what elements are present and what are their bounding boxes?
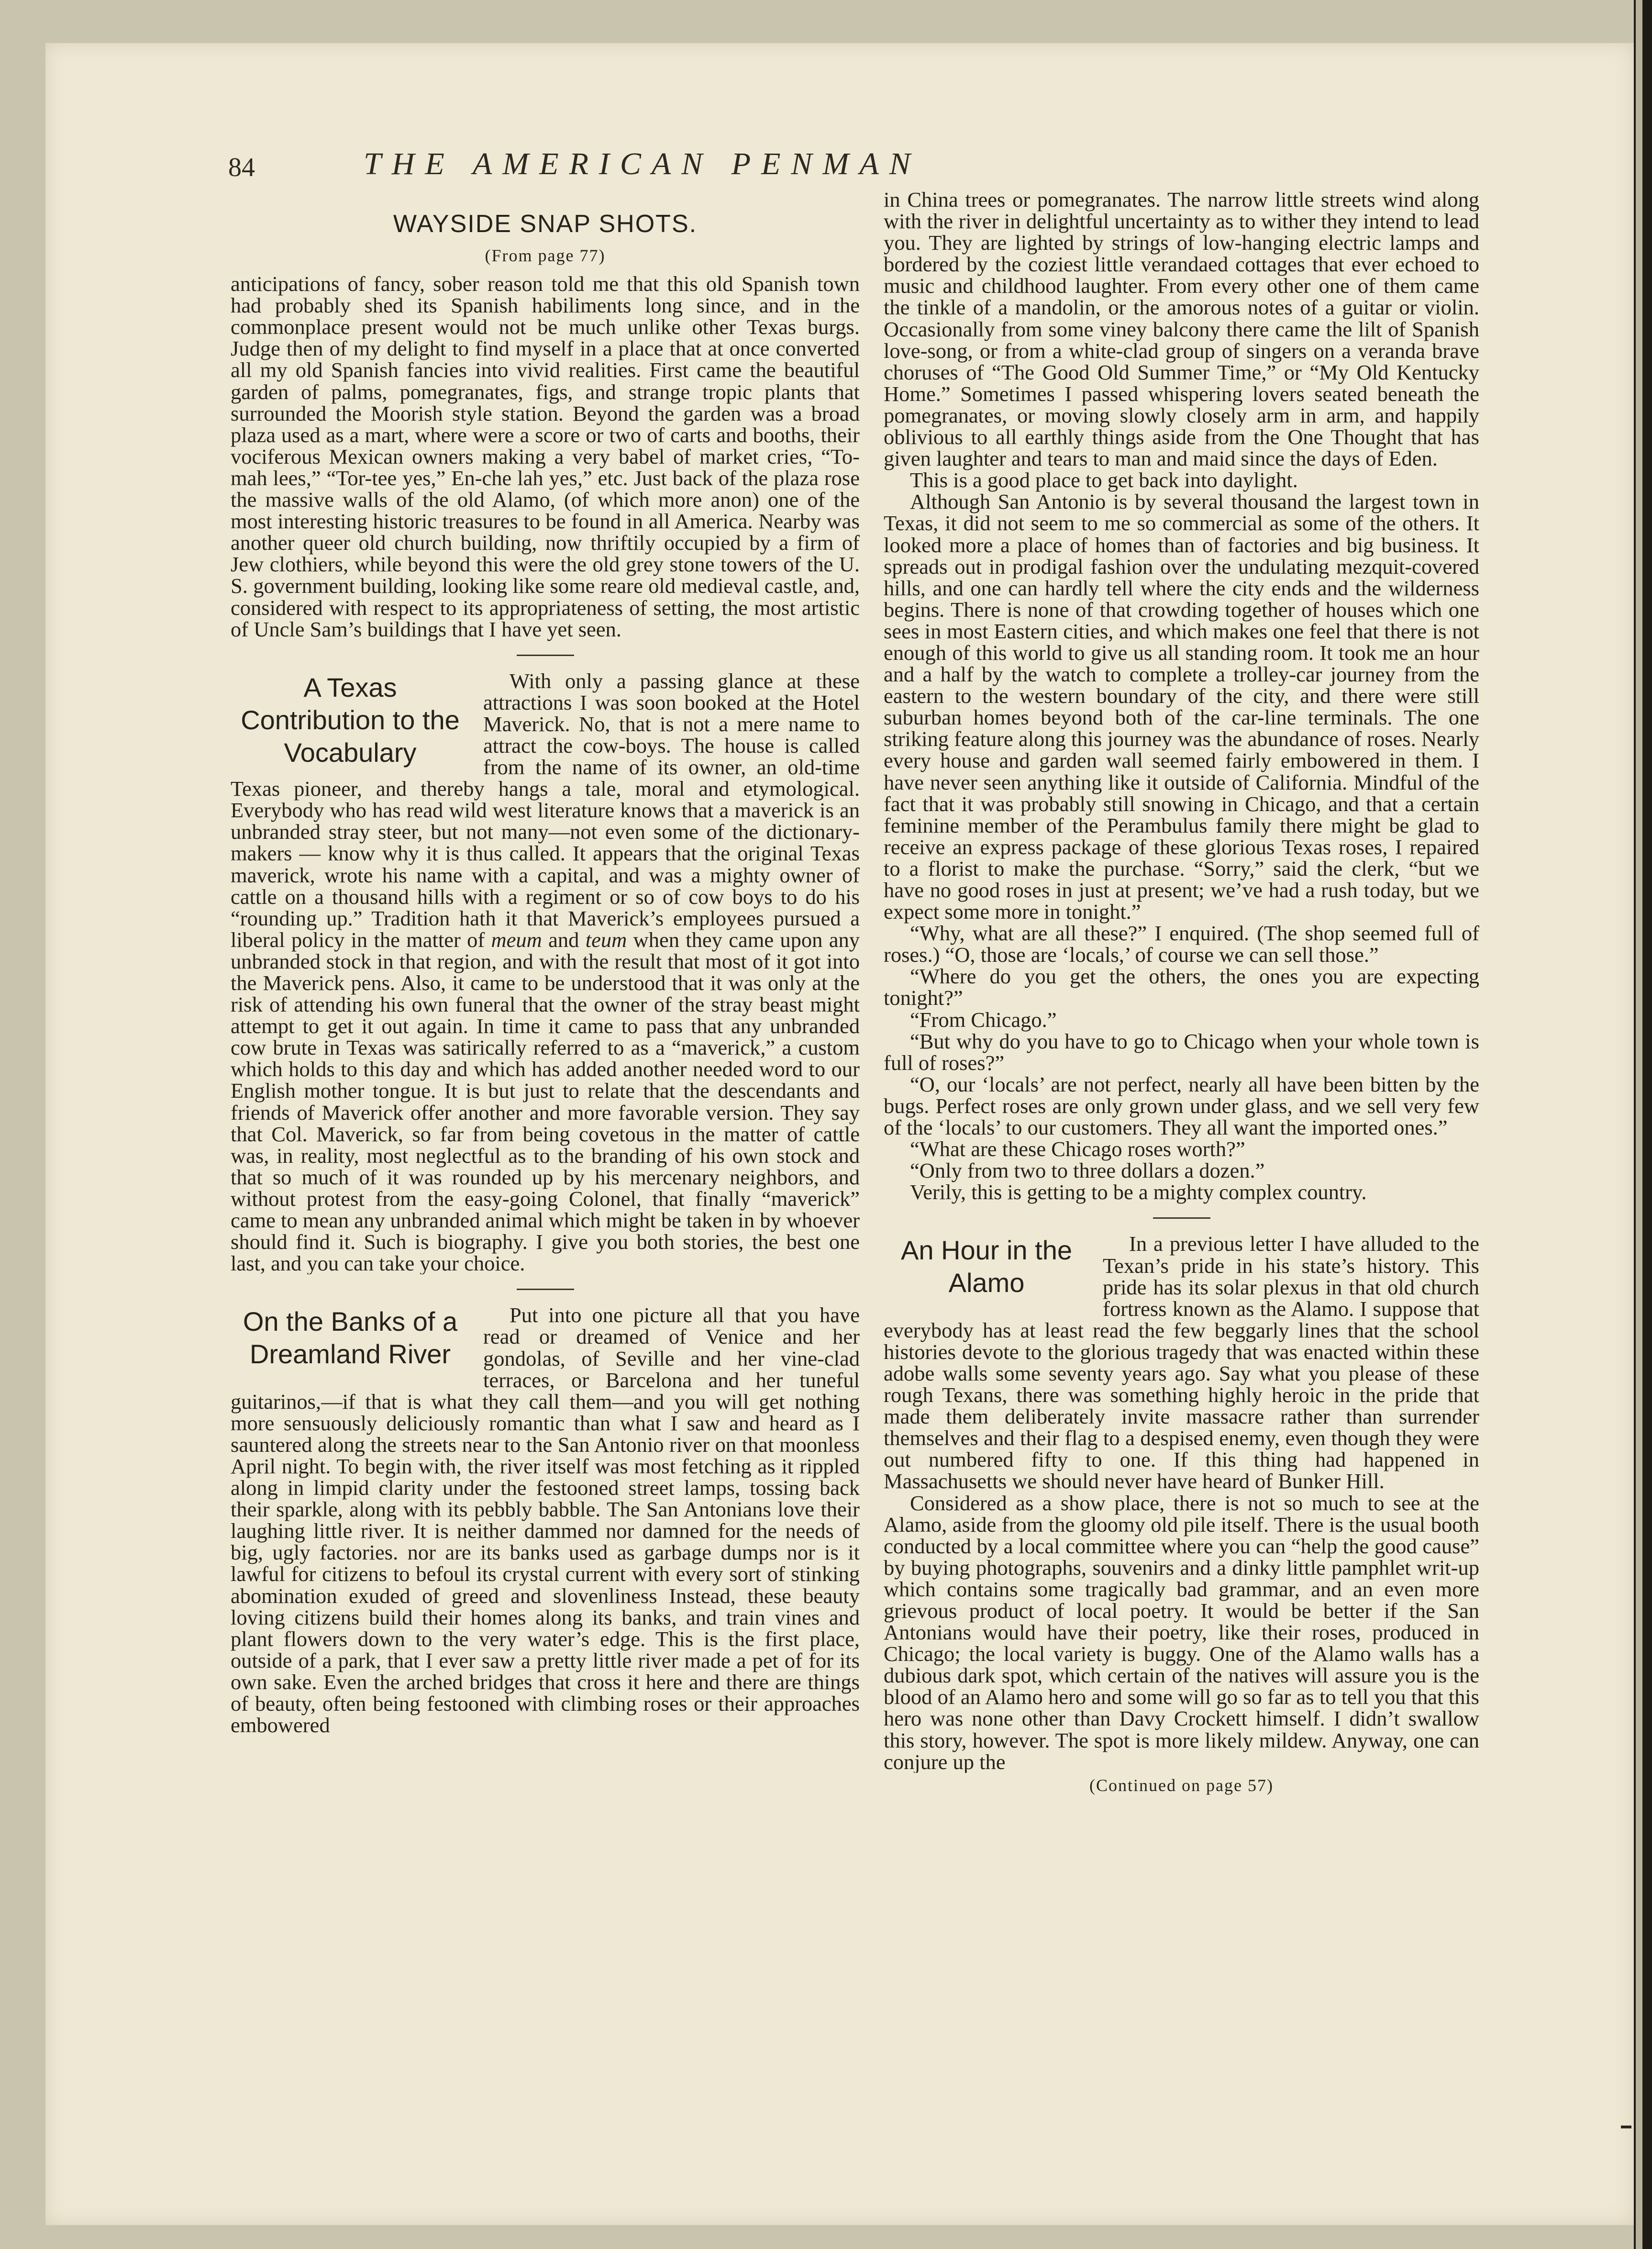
paragraph: “Why, what are all these?” I enquired. (The shop seemed full of roses.) “O, those are ‘locals,’ of course we can sell those.” bbox=[884, 921, 1479, 967]
section-divider bbox=[517, 655, 574, 656]
adjacent-page-edge bbox=[1634, 0, 1652, 2249]
right-column bbox=[884, 189, 1479, 1796]
section-texas-contribution bbox=[231, 670, 860, 1275]
article-title: WAYSIDE SNAP SHOTS. bbox=[393, 210, 698, 238]
continued-note: (Continued on page 57) bbox=[1089, 1775, 1274, 1795]
paragraph: Although San Antonio is by several thousand the largest town in Texas, it did not seem to me so commercial as some of the others. It looked more a place of homes than of factories and big business. It spreads out in prodigal fashion over the undulating mezquit-covered hills, and one can hardly tell where the city ends and the wilderness begins. There is none of that crowding together of houses which one sees in most Eastern cities, and which makes one feel that there is not enough of this world to give us all standing room. It took me an hour and a half by the watch to complete a trolley-car journey from the eastern to the western boundary of the city, and there were still suburban homes beyond both of the car-line terminals. The one striking feature along this journey was the abundance of roses. Nearly every house and garden wall seemed fairly embowered in them. I have never seen anything like it outside of California. Mindful of the fact that it was probably still snowing in Chicago, and that a certain feminine member of the Perambulus family there might be glad to receive an express package of these glorious Texas roses, I repaired to a florist to make the purchase. “Sorry,” said the clerk, “but we have no good roses in just at present; we’ve had a rush today, but we expect some more in tonight.” bbox=[884, 490, 1479, 924]
latin-word-meum: meum bbox=[491, 927, 542, 952]
left-column bbox=[231, 206, 860, 1736]
latin-word-teum: teum bbox=[585, 927, 627, 952]
paragraph: This is a good place to get back into daylight. bbox=[910, 468, 1298, 492]
section-divider bbox=[517, 1289, 574, 1290]
running-head: THE AMERICAN PENMAN bbox=[364, 146, 921, 181]
page-number: 84 bbox=[228, 153, 255, 182]
intro-paragraph: anticipations of fancy, sober reason told me that this old Spanish town had probably shed its Spanish habiliments long since, and in the commonplace present would not be much unlike other Texas burgs. Judge then of my delight to find myself in a place that at once converted all my old Spanish fancies into vivid realities. First came the beautiful garden of palms, pomegranates, figs, and strange tropic plants that surrounded the Moorish style station. Beyond the garden was a broad plaza used as a mart, where were a score or two of carts and booths, their vociferous Mexican owners making a very babel of market cries, “To-mah lees,” “Tor-tee yes,” En-che lah yes,” etc. Just back of the plaza rose the massive walls of the old Alamo, (of which more anon) one of the most interesting historic treasures to be found in all America. Nearby was another queer old church building, now thriftily occupied by a firm of Jew clothiers, while beyond this were the old grey stone towers of the U. S. government building, looking like some reare old medieval castle, and, considered with respect to its appropriateness of setting, the most artistic of Uncle Sam’s buildings that I have yet seen. bbox=[231, 272, 860, 641]
paragraph: “O, our ‘locals’ are not perfect, nearly all have been bitten by the bugs. Perfect roses are only grown under glass, and we sell very few of the ‘locals’ to our customers. They all want the imported ones.” bbox=[884, 1072, 1479, 1140]
from-note: (From page 77) bbox=[485, 246, 606, 265]
section-paragraph: Considered as a show place, there is not so much to see at the Alamo, aside from the gloomy old pile itself. There is the usual booth conducted by a local committee where you can “help the good cause” by buying photographs, souvenirs and a dinky little pamphlet writ-up which contains some tragically bad grammar, and an even more grievous product of local poetry. It would be better if the San Antonians would have their poetry, like their roses, produced in Chicago; the local variety is buggy. One of the Alamo walls has a dubious dark spot, which certain of the natives will assure you is the blood of an Alamo hero and some will go so far as to tell you that this hero was none other than Davy Crockett himself. I didn’t swallow this story, however. The spot is more likely mildew. Anyway, one can conjure up the bbox=[884, 1491, 1479, 1773]
paragraph: in China trees or pomegranates. The narrow little streets wind along with the river in delightful uncertainty as to wither they intend to lead you. They are lighted by strings of low-hanging electric lamps and bordered by the coziest little verandaed cottages that ever echoed to music and childhood laughter. From every other one of them came the tinkle of a mandolin, or the amorous notes of a guitar or violin. Occasionally from some viney balcony there came the lilt of Spanish love-song, or from a white-clad group of singers on a veranda brave choruses of “The Good Old Summer Time,” or “My Old Kentucky Home.” Sometimes I passed whispering lovers seated beneath the pomegranates, or moving slowly closely arm in arm, and happily oblivious to all earthly things aside from the One Thought that has given laughter and tears to man and maid since the days of Eden. bbox=[884, 188, 1479, 471]
paragraph: “Only from two to three dollars a dozen.” bbox=[910, 1158, 1265, 1183]
section-heading: On the Banks of a Dreamland River bbox=[243, 1306, 458, 1369]
section-paragraph: In a previous letter I have alluded to the Texan’s pride in his state’s history. This pride has its solar plexus in that old church fortress known as the Alamo. I suppose that everybody has at least read the few beggarly lines that the school histories devote to the glorious tragedy that was enacted within these adobe walls some seventy years ago. Say what you please of these rough Texans, there was something highly heroic in the pride that made them deliberately invite massacre rather than surrender themselves and their flag to a despised enemy, even though they were out numbered fifty to one. If this thing had happened in Massachusetts we should never have heard of Bunker Hill. bbox=[884, 1233, 1479, 1493]
paragraph: “Where do you get the others, the ones you are expecting tonight?” bbox=[884, 964, 1479, 1010]
section-heading: A Texas Contribution to the Vocabulary bbox=[241, 672, 460, 768]
paragraph: “What are these Chicago roses worth?” bbox=[910, 1137, 1245, 1161]
section-dreamland-river bbox=[231, 1304, 860, 1736]
page-edge-mark bbox=[1621, 2126, 1631, 2128]
section-alamo bbox=[884, 1233, 1479, 1772]
section-paragraph: With only a passing glance at these attractions I was soon booked at the Hotel Maverick. No, that is not a mere name to attract the cow-boys. The house is called from the name of its owner, an old-time Texas pioneer, and thereby hangs a tale, moral and etymological. Everybody who has read wild west literature knows that a maverick is an unbranded stray steer, but not many—not even some of the dictionary-makers — know why it is thus called. It appears that the original Texas maverick, wrote his name with a capital, and was a mighty owner of cattle on a thousand hills with a regiment or so of cow boys to do his “rounding up.” Tradition hath it that Maverick’s employees pursued a liberal policy in the matter of meum and teum when they came upon any unbranded stock in that region, and with the result that most of it got into the Maverick pens. Also, it came to be understood that it was only at the risk of attending his own funeral that the owner of the stray beast might attempt to get it out again. In time it came to pass that any unbranded cow brute in Texas was satirically referred to as a “maverick,” a custom which holds to this day and which has added another needed word to our English mother tongue. It is but just to relate that the descendants and friends of Maverick offer another and more favorable version. They say that Col. Maverick, so far from being covetous in the matter of cattle was, in reality, most neglectful as to the branding of his own stock and that so much of it was rounded up by his mercenary neighbors, and without protest from the easy-going Colonel, that finally “maverick” came to mean any unbranded animal which might be taken in by whoever should find it. Such is biography. I give you both stories, the best one last, and you can take your choice. bbox=[231, 670, 860, 1275]
paragraph: “From Chicago.” bbox=[910, 1007, 1057, 1032]
paragraph: “But why do you have to go to Chicago when your whole town is full of roses?” bbox=[884, 1029, 1479, 1075]
section-paragraph: Put into one picture all that you have read or dreamed of Venice and her gondolas, of Seville and her vine-clad terraces, or Barcelona and her tuneful guitarinos,—if that is what they call them—and you will get nothing more sensuously deliciously romantic than what I saw and heard as I sauntered along the streets near to the San Antonio river on that moonless April night. To begin with, the river itself was most fetching as it rippled along in limpid clarity under the festooned street lamps, tossing back their sparkle, along with its pebbly babble. The San Antonians love their laughing little river. It is neither dammed nor damned for the needs of big, ugly factories. nor are its banks used as garbage dumps nor is it lawful for citizens to befoul its crystal current with every sort of stinking abomination exuded of greed and slovenliness Instead, these beauty loving citizens build their homes along its banks, and train vines and plant flowers down to the very water’s edge. This is the first place, outside of a park, that I ever saw a pretty little river made a pet of for its own sake. Even the arched bridges that cross it here and there are things of beauty, often being festooned with climbing roses or their approaches embowered bbox=[231, 1304, 860, 1737]
section-divider bbox=[1153, 1217, 1210, 1219]
paragraph: Verily, this is getting to be a mighty complex country. bbox=[910, 1180, 1367, 1204]
section-heading: An Hour in the Alamo bbox=[901, 1235, 1072, 1298]
